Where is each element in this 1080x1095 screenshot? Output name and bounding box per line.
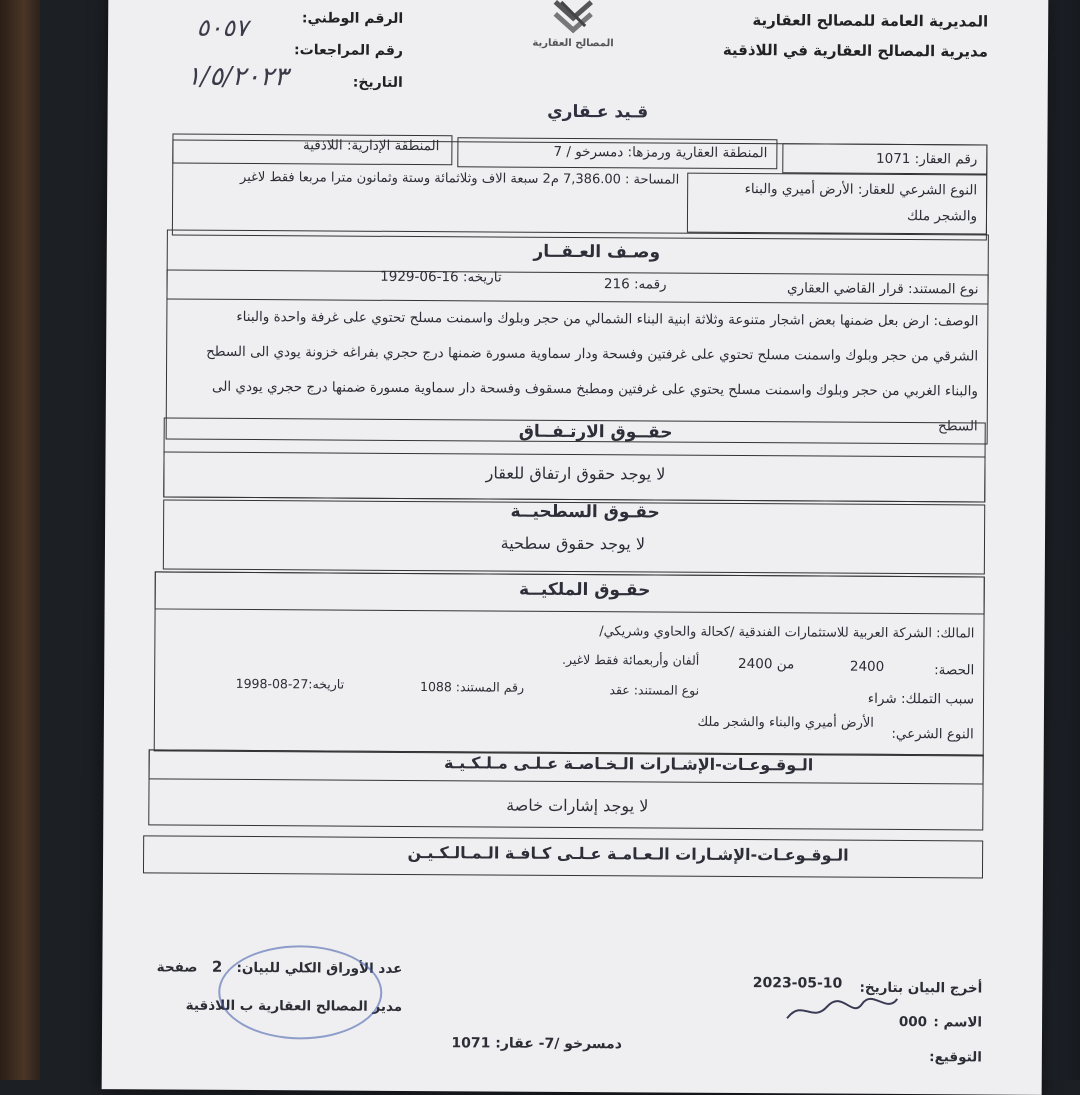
document-title: قـيد عـقاري (547, 101, 649, 123)
ownership-doc-number: رقم المستند: 1088 (419, 679, 525, 695)
signature-label: التوقيع: (929, 1049, 982, 1066)
issued-date: 2023-05-10 (752, 975, 843, 992)
real-estate-logo (518, 0, 628, 49)
logo-mark-icon (543, 0, 603, 34)
handwritten-signature-icon (782, 988, 902, 1029)
org-line-1: المديرية العامة للمصالح العقارية (752, 11, 989, 31)
property-zone: المنطقة العقارية ورمزها: دمسرخو / 7 (553, 143, 768, 162)
ownership-legal-type-label: النوع الشرعي: (891, 725, 974, 743)
org-line-2: مديرية المصالح العقارية في اللاذقية (722, 40, 989, 61)
description-doc-number: رقمه: 216 (603, 276, 667, 293)
property-area: المساحة : 7,386.00 م2 سبعة الاف وثلاثمائة وستة وثمانون مترا مربعا فقط لاغير (240, 169, 680, 188)
property-record-document (102, 0, 1049, 1095)
handwritten-date: ١/٥/٢٠٢٣ (186, 61, 288, 93)
pages-label: عدد الأوراق الكلي للبيان: (236, 959, 403, 977)
description-line-2: الشرقي من حجر وبلوك واسمنت مسلح تحتوي على غرفتين وفسحة ودار سماوية مسورة ضمنها درج حجري بفراغه خزونة يودي الى السطح (206, 343, 979, 365)
pages-value: 2 (211, 957, 223, 976)
general-notes-title: الـوقـوعـات-الإشـارات الـعـامـة عـلـى كـافـة الـمـالـكـيـن (407, 842, 849, 865)
name-value: 000 (898, 1013, 928, 1031)
description-line-4: السطح (937, 418, 978, 435)
pages-unit: صفحة (156, 959, 198, 976)
ownership-doc-type: نوع المستند: عقد (609, 682, 700, 698)
desk-surface (0, 0, 40, 1080)
handwritten-reference: ٥٠٥٧ (196, 13, 249, 42)
surface-rights-value: لا يوجد حقوق سطحية (500, 533, 646, 554)
owner-name: المالك: الشركة العربية للاستثمارات الفندقية /كحالة والحاوي وشريكي/ (599, 624, 975, 642)
national-number-label: الرقم الوطني: (301, 10, 404, 27)
legal-type-line-1: النوع الشرعي للعقار: الأرض أميري والبناء (744, 181, 978, 199)
ownership-doc-date: تاريخه:27-08-1998 (235, 675, 345, 692)
legal-type-line-2: والشجر ملك (906, 208, 978, 225)
share-label: الحصة: (934, 662, 975, 679)
property-number: رقم العقار: 1071 (876, 150, 978, 168)
name-label: الاسم : (933, 1014, 983, 1031)
director-title: مدير المصالح العقارية ب اللاذقية (185, 997, 403, 1015)
admin-region: المنطقة الإدارية: اللاذقية (302, 137, 440, 155)
special-notes-value: لا يوجد إشارات خاصة (506, 795, 649, 816)
reference-number-label: رقم المراجعات: (293, 42, 404, 59)
special-notes-title: الـوقـوعـات-الإشـارات الـخـاصـة عـلـى مـلـكـيـة (443, 753, 814, 775)
issued-label: أخرج البيان بتاريخ: (859, 979, 983, 997)
description-doc-type: نوع المستند: قرار القاضي العقاري (786, 280, 979, 298)
description-doc-date: تاريخه: 16-06-1929 (380, 268, 502, 286)
description-title: وصـف العـقــار (533, 241, 661, 263)
official-stamp (218, 945, 383, 1040)
ownership-legal-type-value: الأرض أميري والبناء والشجر ملك (697, 714, 874, 731)
share-in-words: ألفان وأربعمائة فقط لاغير. (561, 651, 700, 668)
logo-caption: المصالح العقارية (532, 37, 614, 50)
organization-header (723, 5, 989, 67)
easement-title: حقــوق الارتـفــاق (518, 421, 673, 443)
ownership-title: حقـوق الملكيــة (518, 579, 651, 601)
record-reference: دمسرخو /7- عقار: 1071 (451, 1035, 622, 1053)
easement-value: لا يوجد حقوق ارتفاق للعقار (485, 463, 666, 484)
share-total: من 2400 (738, 655, 795, 673)
ownership-cause: سبب التملك: شراء (867, 690, 975, 708)
share-value: 2400 (849, 658, 885, 675)
description-line-3: والبناء الغربي من حجر وبلوك واسمنت مسلح يحتوي على غرفتين ومطبخ مسقوف وفسحة دار سماوية مسورة ضمنها درج حجري يودي الى (212, 378, 978, 400)
surface-rights-title: حقـوق السطحيــة (510, 501, 660, 523)
reference-labels (294, 2, 404, 99)
date-label: التاريخ: (352, 74, 403, 91)
description-line-1: الوصف: ارض بعل ضمنها بعض اشجار متنوعة وثلاثة ابنية البناء الشمالي من حجر وبلوك واسمنت مسلح تحتوي على غرفة واحدة والبناء (236, 308, 979, 330)
